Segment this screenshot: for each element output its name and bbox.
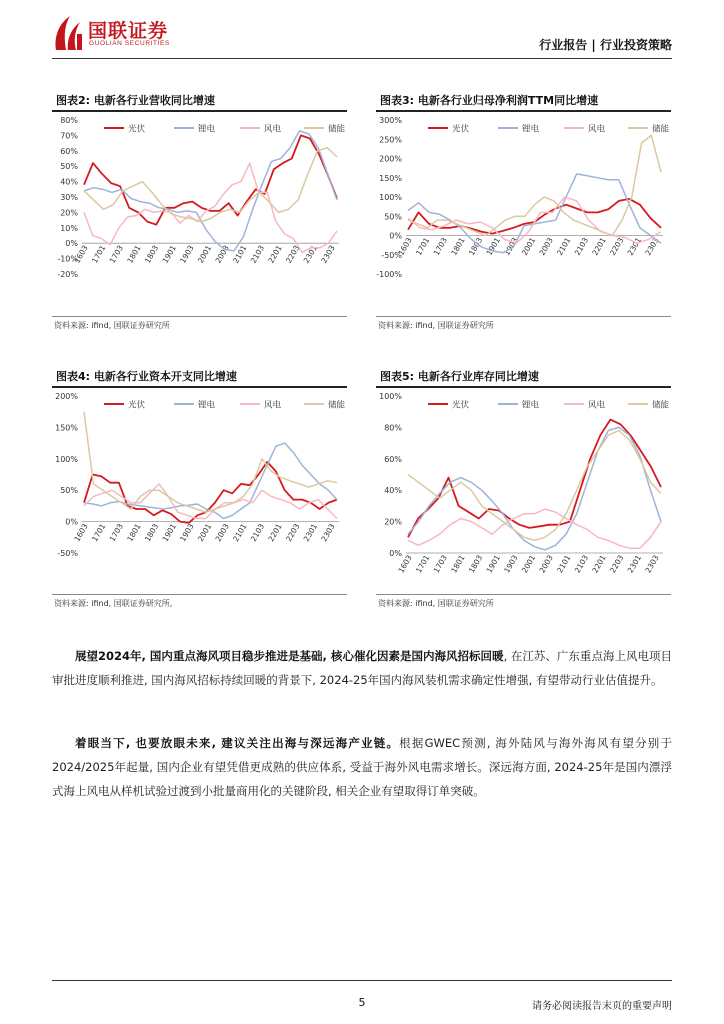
y-tick-label: -100% <box>376 270 402 279</box>
header-divider <box>52 58 672 59</box>
y-tick-label: 300% <box>379 116 402 125</box>
paragraph-outlook <box>52 644 672 692</box>
legend-label: 风电 <box>264 124 282 135</box>
y-tick-label: 200% <box>379 154 402 164</box>
y-tick-label: 50% <box>60 162 78 172</box>
legend-label: 储能 <box>652 400 670 411</box>
x-tick-label: 2303 <box>319 243 337 265</box>
y-tick-label: 80% <box>60 116 78 125</box>
figure-title: 图表2: 电新各行业营收同比增速 <box>52 90 347 112</box>
x-tick-label: 2301 <box>625 236 644 258</box>
figure-source: 资料来源: ifind, 国联证券研究所 <box>378 599 494 608</box>
figure-divider <box>376 594 671 595</box>
y-tick-label: 40% <box>60 177 78 187</box>
x-tick-label: 1603 <box>72 522 90 544</box>
x-tick-label: 1801 <box>125 522 143 544</box>
x-tick-label: 1901 <box>484 553 502 575</box>
x-tick-label: 2101 <box>555 553 573 575</box>
x-tick-label: 2303 <box>643 553 661 575</box>
x-tick-label: 2101 <box>231 243 249 265</box>
figure-divider <box>52 594 347 595</box>
x-tick-label: 1903 <box>178 243 196 265</box>
legend-label: 风电 <box>588 124 606 135</box>
paragraph-overseas <box>52 731 672 803</box>
capex-growth-chart <box>52 388 347 591</box>
series-line-4 <box>408 135 661 235</box>
x-tick-label: 2003 <box>213 243 231 265</box>
legend-label: 锂电 <box>198 400 216 411</box>
legend-label: 光伏 <box>128 124 146 135</box>
y-tick-label: 20% <box>60 208 78 218</box>
x-tick-label: 1603 <box>72 243 90 265</box>
x-tick-label: 2303 <box>643 236 661 258</box>
x-tick-label: 2201 <box>266 243 284 265</box>
x-tick-label: 1801 <box>125 243 143 265</box>
x-tick-label: 2101 <box>555 236 573 258</box>
disclaimer: 请务必阅读报告末页的重要声明 <box>532 1001 672 1012</box>
x-tick-label: 2201 <box>590 236 608 258</box>
figure-source: 资料来源: ifind, 国联证券研究所 <box>378 321 494 330</box>
legend-label: 锂电 <box>522 124 540 135</box>
figure-title: 图表4: 电新各行业资本开支同比增速 <box>52 366 347 388</box>
paragraph-body: 根据GWEC预测, 海外陆风与海外海风有望分别于2024/2025年起量, 国内企业有望凭借更成熟的供应体系, 受益于海外风电需求增长。深远海方面, 2024-25年是国内漂浮式海上风电从样机试验过渡到小批量商用化的关键阶段, 相关企业有望取得订单突破。 <box>52 736 672 798</box>
x-tick-label: 2101 <box>231 522 249 544</box>
y-tick-label: 100% <box>379 392 402 401</box>
y-tick-label: 50% <box>384 212 402 222</box>
report-category: 行业报告 | 行业投资策略 <box>539 38 672 52</box>
legend-label: 风电 <box>264 400 282 411</box>
y-tick-label: 10% <box>60 223 78 233</box>
x-tick-label: 1803 <box>466 553 485 575</box>
legend-label: 光伏 <box>452 124 470 135</box>
x-tick-label: 2003 <box>537 553 555 575</box>
x-tick-label: 1901 <box>484 236 502 258</box>
x-tick-label: 1801 <box>449 236 467 258</box>
y-tick-label: 60% <box>384 454 402 464</box>
x-tick-label: 2103 <box>572 553 591 575</box>
x-tick-label: 2203 <box>608 553 626 575</box>
x-tick-label: 1903 <box>502 553 520 575</box>
y-tick-label: 60% <box>60 146 78 156</box>
x-tick-label: 1903 <box>502 236 520 258</box>
x-tick-label: 2103 <box>248 243 267 265</box>
x-tick-label: 2003 <box>537 236 555 258</box>
y-tick-label: 0% <box>65 239 78 249</box>
legend-label: 储能 <box>652 124 670 135</box>
x-tick-label: 1703 <box>431 553 450 575</box>
x-tick-label: 2301 <box>301 522 320 544</box>
page-header <box>0 0 724 60</box>
legend-label: 储能 <box>328 400 346 411</box>
x-tick-label: 1703 <box>107 522 126 544</box>
x-tick-label: 1803 <box>142 243 161 265</box>
logo-text: 国联证券 <box>88 20 169 42</box>
y-tick-label: 50% <box>60 486 78 496</box>
y-tick-label: -50% <box>381 250 402 260</box>
y-tick-label: 0% <box>389 549 402 558</box>
x-tick-label: 1901 <box>160 243 178 265</box>
y-tick-label: 0% <box>389 231 402 241</box>
logo-emblem-icon <box>52 14 86 52</box>
legend-label: 锂电 <box>198 124 216 135</box>
x-tick-label: 1901 <box>160 522 178 544</box>
footer-divider <box>52 980 672 981</box>
logo <box>52 14 202 54</box>
figure-title: 图表5: 电新各行业库存同比增速 <box>376 366 671 388</box>
page-number: 5 <box>358 996 366 1009</box>
x-tick-label: 2003 <box>213 522 231 544</box>
legend-label: 风电 <box>588 400 606 411</box>
x-tick-label: 2001 <box>195 522 214 544</box>
y-tick-label: 250% <box>379 135 402 145</box>
y-tick-label: 150% <box>55 423 78 433</box>
figure-title: 图表3: 电新各行业归母净利润TTM同比增速 <box>376 90 671 112</box>
x-tick-label: 1903 <box>178 522 196 544</box>
series-line-4 <box>408 431 661 541</box>
y-tick-label: -20% <box>57 270 78 279</box>
x-tick-label: 1803 <box>142 522 161 544</box>
net-profit-growth-chart <box>376 112 671 312</box>
logo-english-text: GUOLIAN SECURITIES <box>89 40 170 47</box>
figure-source: 资料来源: ifind, 国联证券研究所, <box>54 599 173 608</box>
y-tick-label: 0% <box>65 517 78 527</box>
x-tick-label: 1703 <box>431 236 450 258</box>
y-tick-label: 70% <box>60 131 78 141</box>
legend-label: 储能 <box>328 124 346 135</box>
x-tick-label: 1603 <box>396 553 414 575</box>
x-tick-label: 1603 <box>396 236 414 258</box>
x-tick-label: 2203 <box>608 236 626 258</box>
x-tick-label: 1801 <box>449 553 467 575</box>
y-tick-label: -10% <box>57 254 78 264</box>
legend-label: 光伏 <box>128 400 146 411</box>
y-tick-label: 30% <box>60 193 78 202</box>
x-tick-label: 2301 <box>301 243 320 265</box>
y-tick-label: 40% <box>384 486 402 496</box>
x-tick-label: 1701 <box>414 236 432 258</box>
paragraph-lead: 展望2024年, 国内重点海风项目稳步推进是基础, 核心催化因素是国内海风招标回暖 <box>75 649 504 663</box>
x-tick-label: 2203 <box>284 522 302 544</box>
figure-source: 资料来源: ifind, 国联证券研究所 <box>54 321 170 330</box>
x-tick-label: 2203 <box>284 243 302 265</box>
y-tick-label: 150% <box>379 173 402 183</box>
x-tick-label: 1701 <box>90 243 108 265</box>
x-tick-label: 2103 <box>572 236 591 258</box>
x-tick-label: 2201 <box>590 553 608 575</box>
legend-label: 锂电 <box>522 400 540 411</box>
series-line-1 <box>84 135 337 224</box>
x-tick-label: 2103 <box>248 522 267 544</box>
y-tick-label: 100% <box>55 454 78 464</box>
x-tick-label: 1701 <box>414 553 432 575</box>
legend-label: 光伏 <box>452 400 470 411</box>
y-tick-label: -50% <box>57 549 78 558</box>
x-tick-label: 1703 <box>107 243 126 265</box>
series-line-1 <box>408 420 661 538</box>
x-tick-label: 2001 <box>519 236 538 258</box>
series-line-2 <box>408 427 661 550</box>
x-tick-label: 2001 <box>519 553 538 575</box>
figure-divider <box>376 316 671 317</box>
series-line-3 <box>408 509 661 548</box>
figure-divider <box>52 316 347 317</box>
paragraph-lead: 着眼当下, 也要放眼未来, 建议关注出海与深远海产业链。 <box>75 736 400 750</box>
x-tick-label: 2001 <box>195 243 214 265</box>
paragraph-body: , 在江苏、广东重点海上风电项目审批进度顺利推进, 国内海风招标持续回暖的背景下, 2024-25年国内海风装机需求确定性增强, 有望带动行业估值提升。 <box>52 649 672 687</box>
y-tick-label: 80% <box>384 423 402 433</box>
x-tick-label: 2303 <box>319 522 337 544</box>
series-line-3 <box>84 163 337 252</box>
x-tick-label: 1701 <box>90 522 108 544</box>
inventory-growth-chart <box>376 388 671 591</box>
x-tick-label: 1803 <box>466 236 485 258</box>
y-tick-label: 20% <box>384 517 402 527</box>
x-tick-label: 2301 <box>625 553 644 575</box>
y-tick-label: 200% <box>55 392 78 401</box>
revenue-growth-chart <box>52 112 347 312</box>
y-tick-label: 100% <box>379 193 402 202</box>
x-tick-label: 2201 <box>266 522 284 544</box>
